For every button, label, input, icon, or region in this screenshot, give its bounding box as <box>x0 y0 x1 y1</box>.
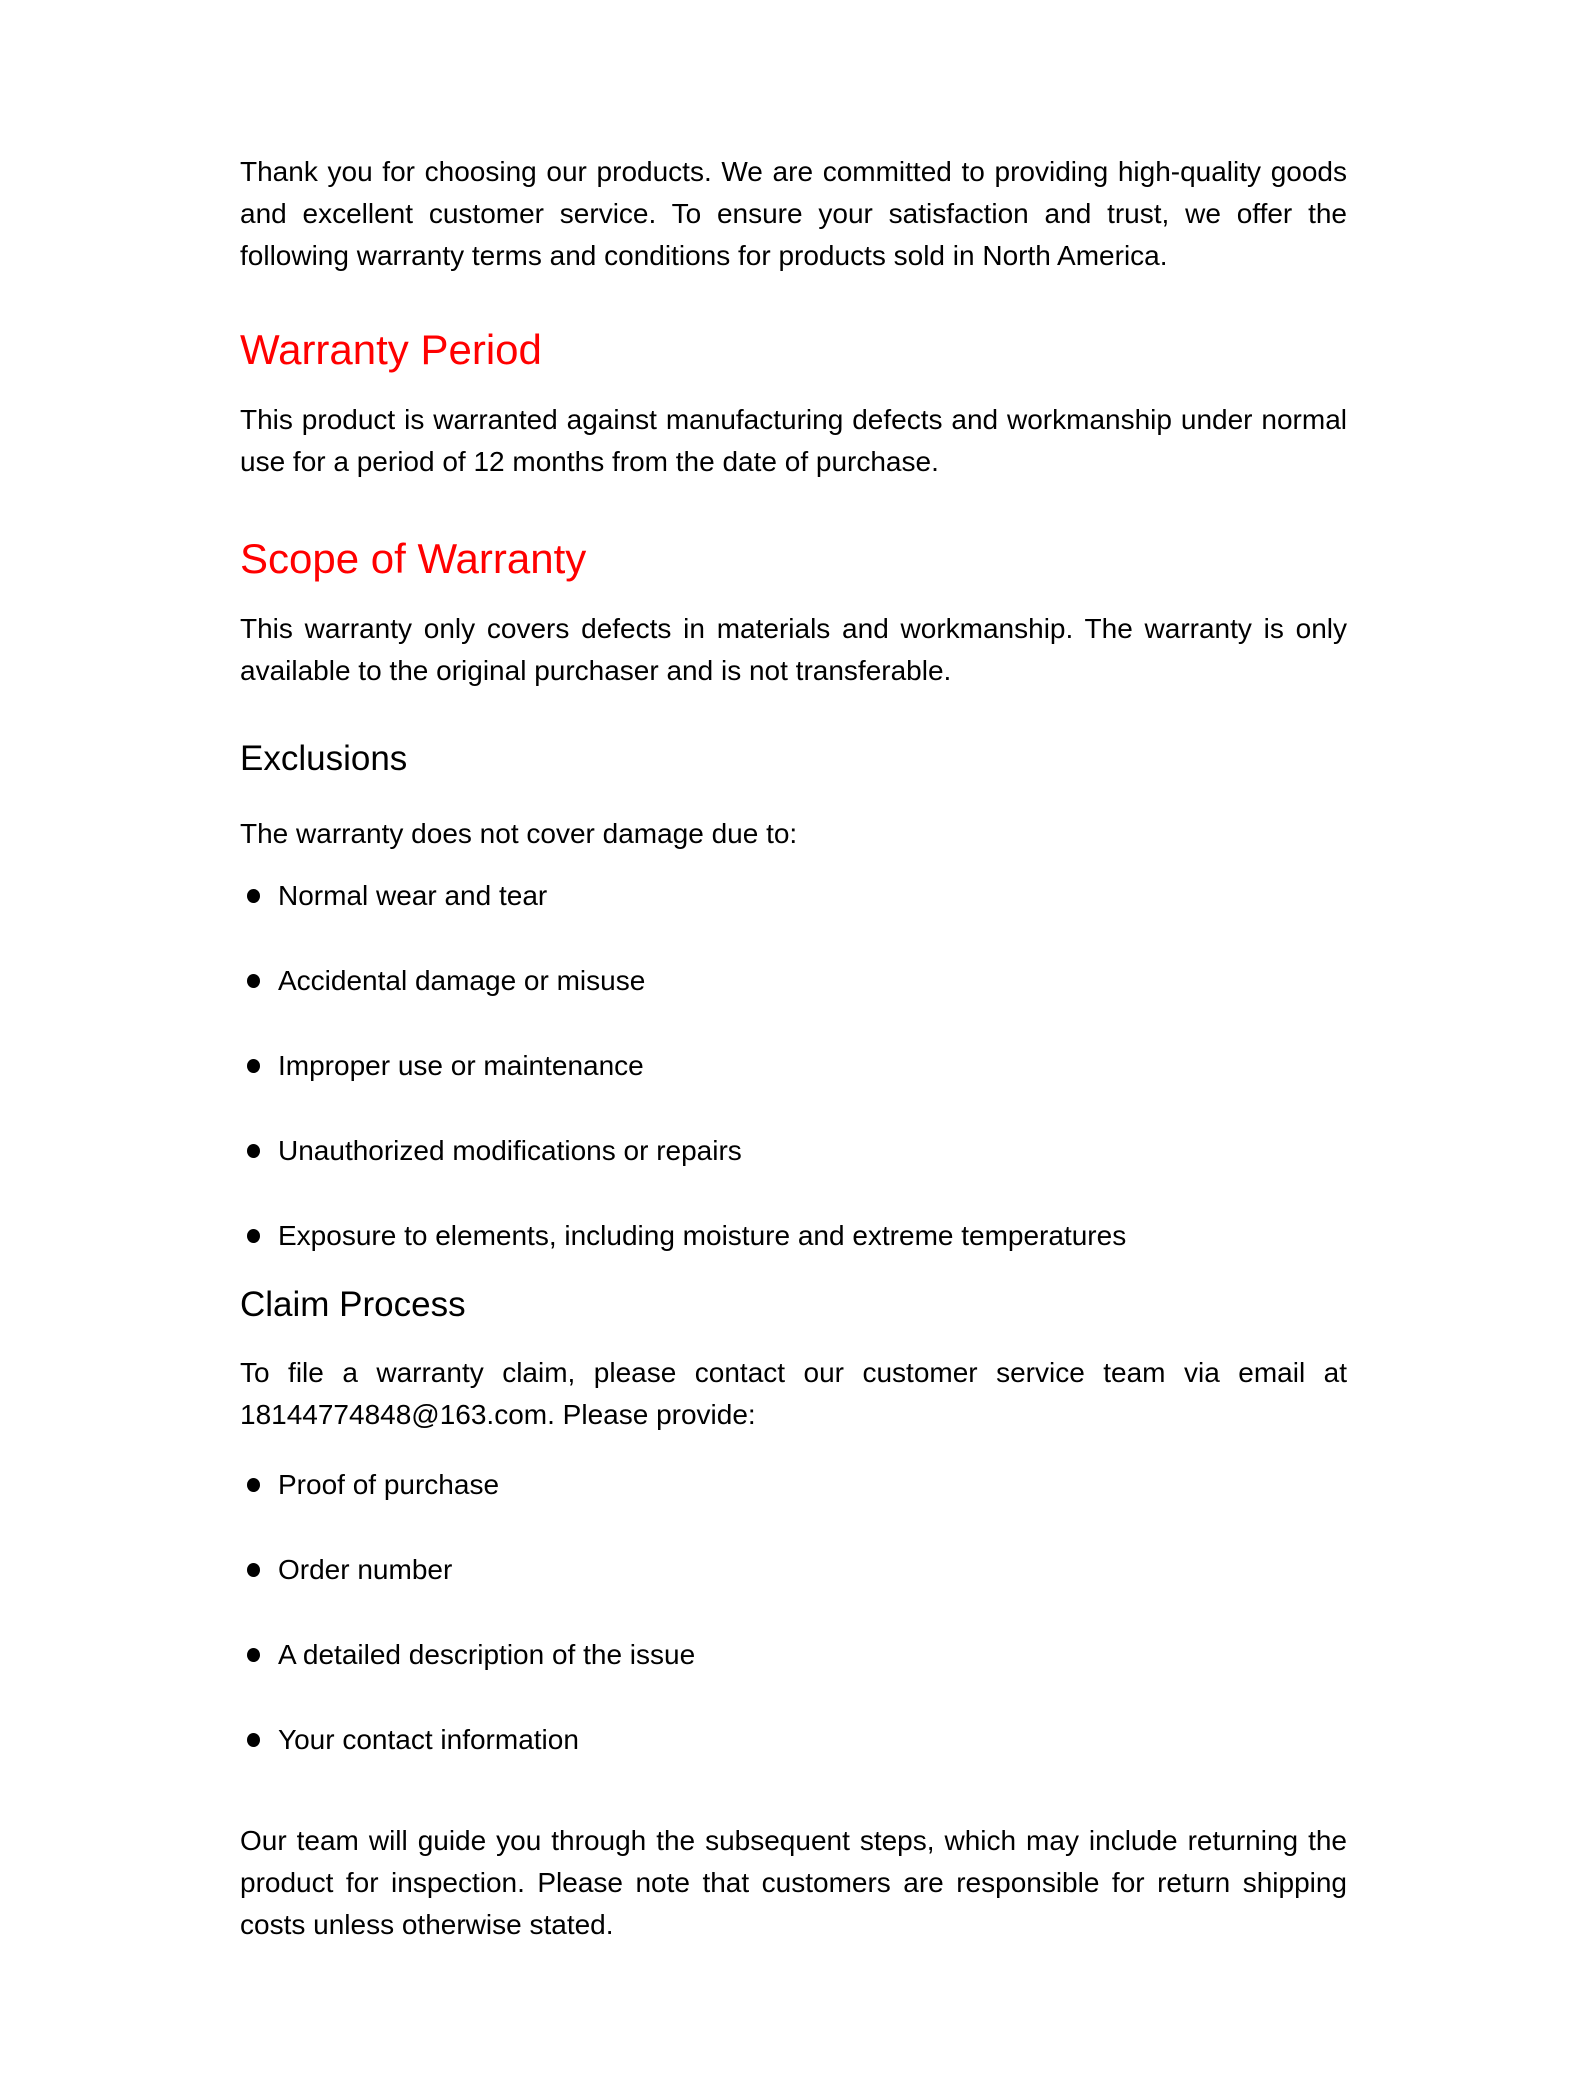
list-item <box>240 1719 1347 1761</box>
list-item <box>240 1634 1347 1676</box>
claim-process-lead: To file a warranty claim, please contact our customer service team via email at 18144774848@163.com. Please provide: <box>240 1357 1347 1430</box>
bullet-icon <box>247 1229 260 1243</box>
bullet-icon <box>247 1478 260 1492</box>
list-item-text: Your contact information <box>278 1724 579 1755</box>
scope-of-warranty-heading: Scope of Warranty <box>240 535 587 582</box>
warranty-period-paragraph: This product is warranted against manufacturing defects and workmanship under normal use for a period of 12 months from the date of purchase. <box>240 404 1347 477</box>
bullet-icon <box>247 1059 260 1073</box>
bullet-icon <box>247 1144 260 1158</box>
list-item <box>240 1464 1347 1506</box>
bullet-icon <box>247 1563 260 1577</box>
list-item-text: Accidental damage or misuse <box>278 965 646 996</box>
warranty-period-heading: Warranty Period <box>240 326 542 373</box>
list-item-text: Unauthorized modifications or repairs <box>278 1135 742 1166</box>
bullet-icon <box>247 974 260 988</box>
list-item-text: Improper use or maintenance <box>278 1050 644 1081</box>
list-item <box>240 875 1347 917</box>
list-item-text: A detailed description of the issue <box>278 1639 696 1670</box>
list-item-text: Order number <box>278 1554 453 1585</box>
bullet-icon <box>247 1648 260 1662</box>
intro-paragraph: Thank you for choosing our products. We are committed to providing high-quality goods and excellent customer service. To ensure your satisfaction and trust, we offer the following warranty terms and conditions for products sold in North America. <box>240 156 1347 271</box>
bullet-icon <box>247 889 260 903</box>
list-item <box>240 1215 1347 1257</box>
claim-process-list <box>240 1464 1347 1761</box>
claim-process-heading: Claim Process <box>240 1285 466 1324</box>
exclusions-heading: Exclusions <box>240 739 408 778</box>
exclusions-list <box>240 875 1347 1257</box>
closing-paragraph: Our team will guide you through the subsequent steps, which may include returning the product for inspection. Please note that customers are responsible for return shipping costs unless otherwise stated. <box>240 1825 1347 1940</box>
list-item-text: Proof of purchase <box>278 1469 500 1500</box>
bullet-icon <box>247 1733 260 1747</box>
list-item-text: Normal wear and tear <box>278 880 548 911</box>
exclusions-lead: The warranty does not cover damage due to: <box>240 818 798 849</box>
list-item <box>240 1130 1347 1172</box>
list-item <box>240 1045 1347 1087</box>
list-item <box>240 960 1347 1002</box>
list-item-text: Exposure to elements, including moisture and extreme temperatures <box>278 1220 1127 1251</box>
list-item <box>240 1549 1347 1591</box>
scope-of-warranty-paragraph: This warranty only covers defects in materials and workmanship. The warranty is only available to the original purchaser and is not transferable. <box>240 613 1347 686</box>
